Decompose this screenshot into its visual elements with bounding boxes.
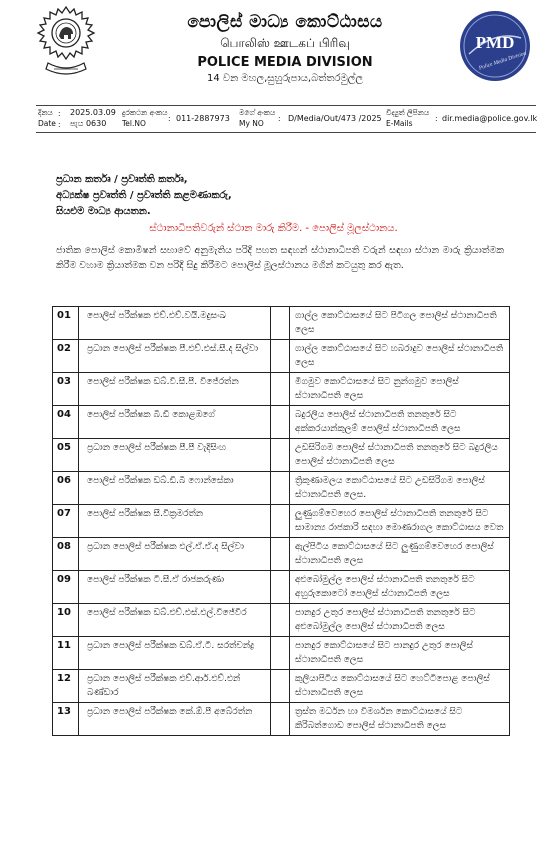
transfer-description: ගාල්ල කොට්ඨාසයේ සිට හබරාදුව පොලිස් ස්ථානාධිපති ලෙස [290, 340, 510, 373]
officer-name: ප්‍රධාන පොලිස් පරීක්ෂක කේ.ඕ.පී අබේරත්න [79, 703, 271, 736]
table-row [53, 373, 510, 406]
spacer-cell [271, 373, 290, 406]
spacer-cell [271, 505, 290, 538]
table-row [53, 604, 510, 637]
recipient-line: ප්‍රධාන කර්තෘ / ප්‍රවෘත්ති කර්තෘ, [56, 174, 188, 185]
table-row [53, 439, 510, 472]
transfer-number: 06 [53, 472, 79, 505]
time-value: පැය 0630 [70, 119, 107, 128]
transfer-description: ලුණුගම්වෙහෙර පොලිස් ස්ථානාධිපති තනතුරේ සිට සාමාන්‍ය රාජකාරි සඳහා මොණරාගල කොට්ඨාසය වෙත [290, 505, 510, 538]
table-row [53, 637, 510, 670]
spacer-cell [271, 571, 290, 604]
recipient-line: සියළුම මාධ්‍ය ආයතන. [56, 206, 151, 217]
myno-value: D/Media/Out/473 /2025 [288, 114, 382, 123]
table-row [53, 307, 510, 340]
officer-name: පොලිස් පරීක්ෂක ඩබ්.ඩී.බී ෆොන්සේකා [79, 472, 271, 505]
transfer-number: 11 [53, 637, 79, 670]
transfer-description: මීගමුව කොට්ඨාසයේ සිට නුන්ගමුව පොලිස් ස්ථානාධිපති ලෙස [290, 373, 510, 406]
officer-name: පොලිස් පරීක්ෂක බී.ඩී කොළඹගේ [79, 406, 271, 439]
table-row [53, 472, 510, 505]
officer-name: ප්‍රධාන පොලිස් පරීක්ෂක එච්.ආර්.එච්.එන් බණ්ඩාර [79, 670, 271, 703]
email-label-si: විද්‍යුත් ලිපිනය [386, 108, 430, 117]
recipient-line: අධ්‍යක්ෂ ප්‍රවෘත්ති / ප්‍රවෘත්ති කළමණාකරු, [56, 190, 232, 201]
spacer-cell [271, 538, 290, 571]
sri-lanka-police-emblem-icon [30, 3, 102, 81]
transfer-number: 05 [53, 439, 79, 472]
transfer-description: බදුරලිය පොලිස් ස්ථානාධිපති තනතුරේ සිට අක්කරයාන්කුලම් පොලිස් ස්ථානාධිපති ලෙස [290, 406, 510, 439]
transfers-table [52, 306, 510, 736]
table-row [53, 571, 510, 604]
spacer-cell [271, 406, 290, 439]
spacer-cell [271, 340, 290, 373]
transfer-description: ගාල්ල කොට්ඨාසයේ සිට පිටිගල පොලිස් ස්ථානාධිපති ලෙස [290, 307, 510, 340]
table-row [53, 703, 510, 736]
transfer-number: 09 [53, 571, 79, 604]
reference-bar: දිනය Date : : 2025.03.09 පැය 0630 දුරකථන අංකය Tel.NO : 011-2887973 මගේ අංකය My NO : D/Media/Out/473 /2025 විද්‍යුත් ලිපිනය E-Mails : dir.media@police.gov.lk [36, 105, 536, 133]
transfer-description: කුලියාපිටිය කොට්ඨාසයේ සිට හෙට්ටිපොළ පොලිස් ස්ථානාධිපති ලෙස [290, 670, 510, 703]
pmd-logo-subtext: Police Media Division [478, 50, 528, 72]
officer-name: ප්‍රධාන පොලිස් පරීක්ෂක පී.එච්.එස්.සී.ද සිල්වා [79, 340, 271, 373]
transfer-number: 10 [53, 604, 79, 637]
recipients-block [56, 172, 232, 220]
title-english: POLICE MEDIA DIVISION [197, 55, 373, 70]
email-label-en: E-Mails [386, 119, 413, 128]
transfer-number: 07 [53, 505, 79, 538]
title-sinhala: පොලිස් මාධ්‍ය කොට්ඨාසය [187, 12, 383, 32]
transfer-number: 02 [53, 340, 79, 373]
tel-value: 011-2887973 [176, 114, 230, 123]
transfer-description: උඩසිරිගම පොලිස් ස්ථානාධිපති තනතුරේ සිට බදුරලිය පොලිස් ස්ථානාධිපති ලෙස [290, 439, 510, 472]
table-row [53, 670, 510, 703]
myno-label-en: My NO [239, 119, 264, 128]
date-label-si: දිනය [38, 108, 53, 117]
transfer-description: ත්‍රස්ත මර්ධන හා විමර්ශන කොට්ඨාසයේ සිට කිරිබත්ගොඩ පොලිස් ස්ථානාධිපති ලෙස [290, 703, 510, 736]
letterhead [0, 0, 547, 100]
transfer-number: 12 [53, 670, 79, 703]
transfer-number: 04 [53, 406, 79, 439]
spacer-cell [271, 604, 290, 637]
title-tamil: பொலிஸ் ஊடகப் பிரிவு [220, 36, 350, 50]
transfer-description: පානදුර කොට්ඨාසයේ සිට පානදුර උතුර පොලිස් ස්ථානාධිපති ලෙස [290, 637, 510, 670]
transfer-number: 01 [53, 307, 79, 340]
transfer-description: ඇල්පිටිය කොට්ඨාසයේ සිට ලුණුගම්වෙහෙර පොලිස් ස්ථානාධිපති ලෙස [290, 538, 510, 571]
officer-name: ප්‍රධාන පොලිස් පරීක්ෂක ඩබ්.ඒ.ටී. සරත්චන්ද්‍ර [79, 637, 271, 670]
spacer-cell [271, 439, 290, 472]
transfer-description: පානදුර උතුර පොලිස් ස්ථානාධිපති තනතුරේ සිට අළුබෝමුල්ල පොලිස් ස්ථානාධිපති ලෙස [290, 604, 510, 637]
spacer-cell [271, 703, 290, 736]
tel-label-si: දුරකථන අංකය [122, 108, 168, 117]
transfer-number: 08 [53, 538, 79, 571]
officer-name: පොලිස් පරීක්ෂක ඩබ්.එච්.එස්.එල්.විජේවීර [79, 604, 271, 637]
letterhead-titles [120, 12, 450, 84]
pmd-logo-text: PMD [475, 33, 515, 52]
officer-name: පොලිස් පරීක්ෂක සී.වික්‍රමරත්න [79, 505, 271, 538]
officer-name: පොලිස් පරීක්ෂක ඩබ්.වී.සී.පී. විජේරත්න [79, 373, 271, 406]
transfer-number: 03 [53, 373, 79, 406]
table-row [53, 340, 510, 373]
transfer-number: 13 [53, 703, 79, 736]
spacer-cell [271, 637, 290, 670]
table-row [53, 406, 510, 439]
date-label-en: Date [38, 119, 56, 128]
body-paragraph: ජාතික පොලිස් කොමිෂන් සභාවේ අනුමැතිය පරිදි පහත සඳහන් ස්ථානාධිපති වරුන් සඳහා ස්ථාන මාරු ක්‍රියාත්මක කිරීම වහාම ක්‍රියාත්මක වන පරිදි සිදු කිරීමට පොලිස් මූලස්ථානය මගින් කටයුතු කර ඇත. [56, 245, 504, 271]
subject-line: ස්ථානාධිපතිවරුන් ස්ථාන මාරු කිරීම. - පොලිස් මූලස්ථානය. [149, 223, 398, 234]
transfer-description: අළුබෝමුල්ල පොලිස් ස්ථානාධිපති තනතුරේ සිට අහුරුකොටෝ පොලිස් ස්ථානාධිපති ලෙස [290, 571, 510, 604]
pmd-logo [459, 10, 531, 82]
spacer-cell [271, 307, 290, 340]
officer-name: ප්‍රධාන පොලිස් පරීක්ෂක පී.පී වැදිසිංහ [79, 439, 271, 472]
officer-name: ප්‍රධාන පොලිස් පරීක්ෂක එල්.ඒ.ඒ.ද සිල්වා [79, 538, 271, 571]
officer-name: පොලිස් පරීක්ෂක ටී.සී.ඒ රාජකරුණා [79, 571, 271, 604]
transfers-table-body [53, 307, 510, 736]
officer-name: පොලිස් පරීක්ෂක එච්.එච්.වයි.මදුසංඛ [79, 307, 271, 340]
table-row [53, 538, 510, 571]
table-row [53, 505, 510, 538]
tel-label-en: Tel.NO [122, 119, 146, 128]
email-value: dir.media@police.gov.lk [442, 114, 538, 123]
spacer-cell [271, 472, 290, 505]
date-value: 2025.03.09 [70, 108, 116, 117]
myno-label-si: මගේ අංකය [239, 108, 276, 117]
transfer-description: ත්‍රිකුණාමලය කොට්ඨාසයේ සිට උඩසිරිගම පොලිස් ස්ථානාධිපති ලෙස. [290, 472, 510, 505]
address: 14 වන මහල,සුහුරුපාය,බත්තරමුල්ල [207, 73, 363, 84]
spacer-cell [271, 670, 290, 703]
